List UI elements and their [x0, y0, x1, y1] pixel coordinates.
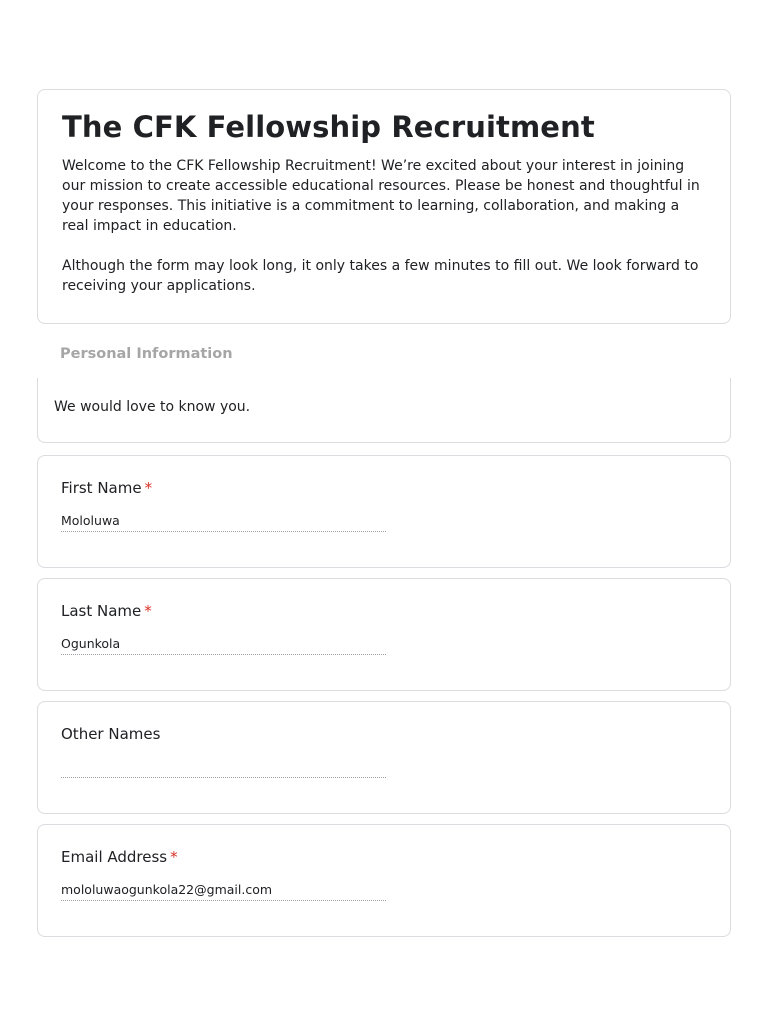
first-name-input[interactable]	[61, 512, 386, 532]
email-address-input[interactable]	[61, 881, 386, 901]
form-description-paragraph: Although the form may look long, it only takes a few minutes to fill out. We look forward to receiving your applications.	[62, 258, 699, 294]
form-description	[62, 156, 706, 296]
last-name-label: Last Name	[61, 602, 142, 620]
question-label	[61, 725, 707, 745]
email-address-label: Email Address	[61, 848, 168, 866]
last-name-input[interactable]	[61, 635, 386, 655]
section-description: We would love to know you.	[54, 399, 251, 415]
form-title: The CFK Fellowship Recruitment	[62, 110, 595, 144]
other-names-input[interactable]	[61, 758, 386, 778]
question-first-name	[37, 455, 731, 568]
required-asterisk: *	[144, 602, 152, 620]
required-asterisk: *	[144, 479, 153, 497]
question-label	[61, 848, 707, 868]
form-header-card	[37, 89, 731, 324]
first-name-label: First Name	[61, 479, 142, 497]
other-names-label: Other Names	[61, 725, 161, 743]
question-label	[61, 602, 707, 622]
section-description-card	[37, 378, 731, 443]
form-description-paragraph: Welcome to the CFK Fellowship Recruitment! We’re excited about your interest in joining our mission to create accessible educational resources. Please be honest and thoughtful in your responses. This initiative is a commitment to learning, collaboration, and making a real impact in education.	[62, 158, 700, 234]
question-other-names	[37, 701, 731, 814]
question-email-address	[37, 824, 731, 937]
question-label	[61, 479, 707, 499]
section-title: Personal Information	[60, 346, 233, 362]
required-asterisk: *	[170, 848, 178, 866]
question-last-name	[37, 578, 731, 691]
